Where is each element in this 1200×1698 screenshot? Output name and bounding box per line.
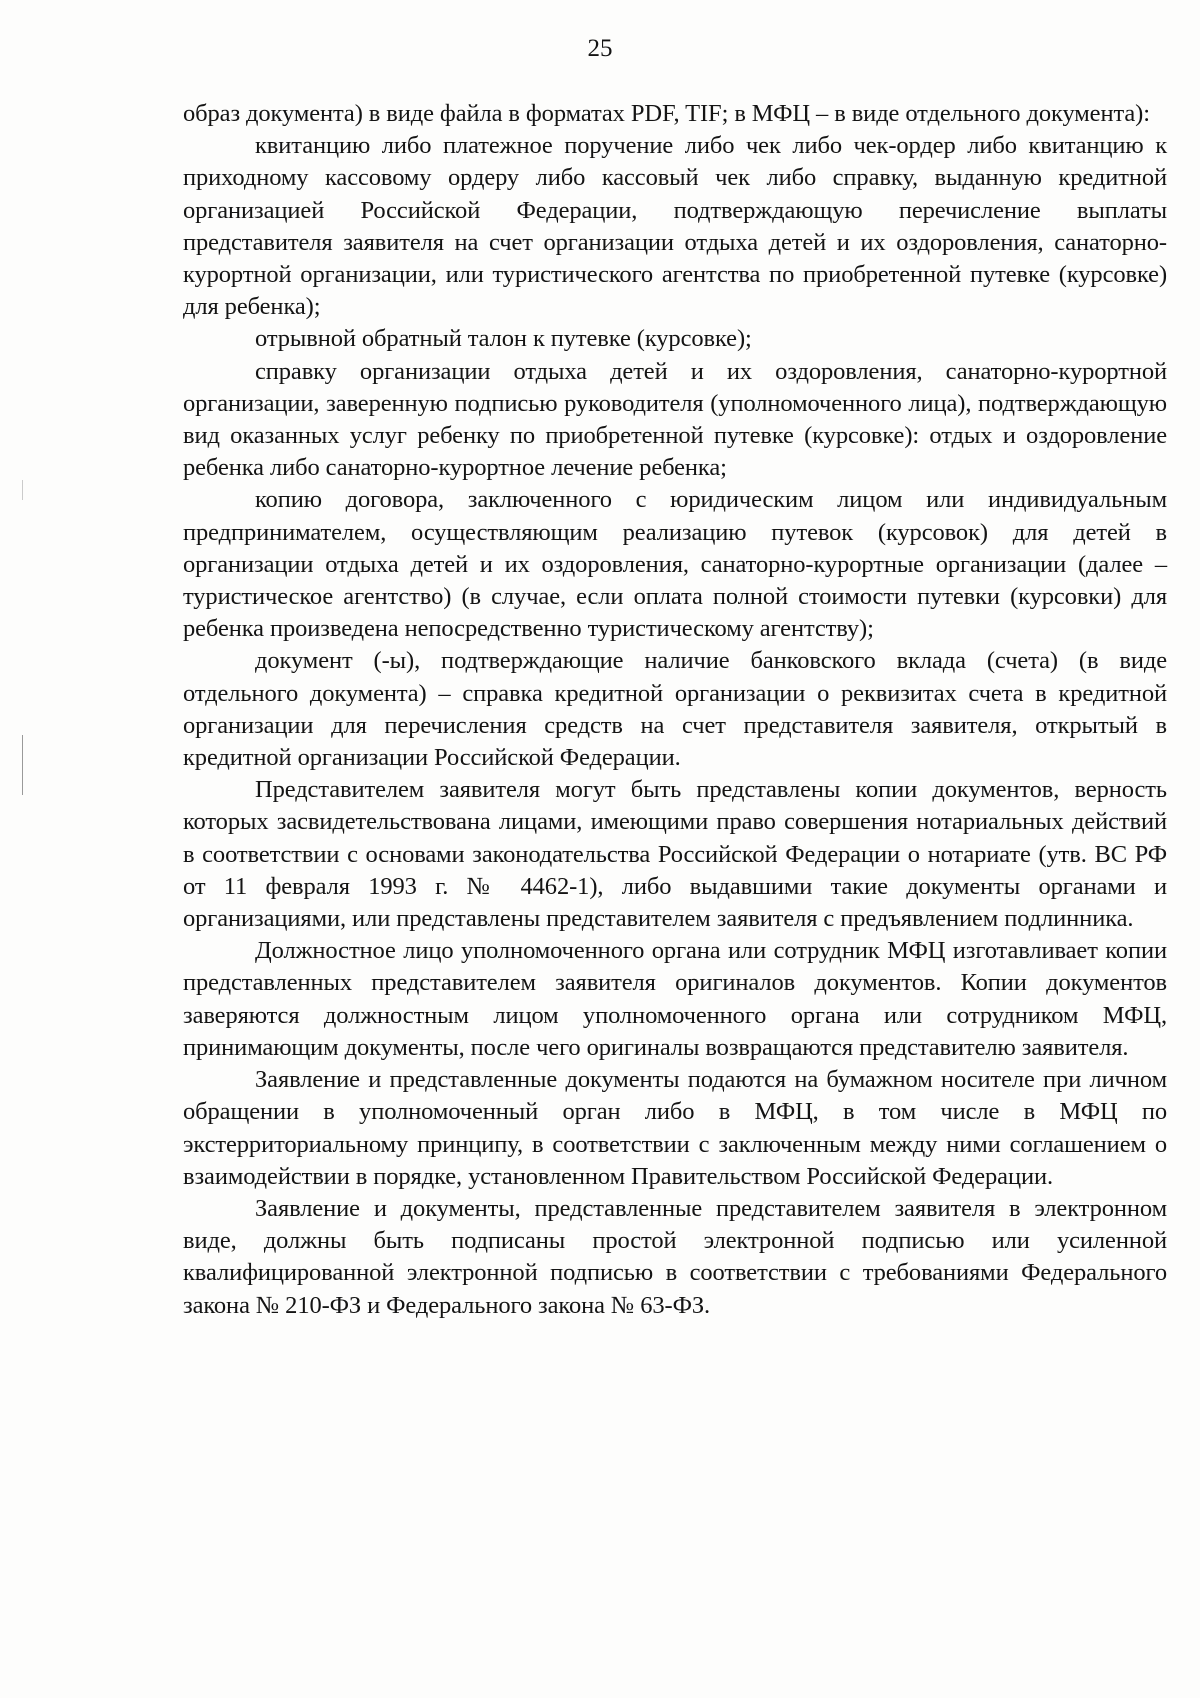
paragraph-receipt: квитанцию либо платежное поручение либо чек либо чек-ордер либо квитанцию к приходному кассовому ордеру либо кассовый чек либо справку, выданную кредитной организацией Российской Федерации, подтверждающую перечисление выплаты представителя заявителя на счет организации отдыха детей и их оздоровления, санаторно-курортной организации, или туристического агентства по приобретенной путевке (курсовке) для ребенка); [183,132,1167,321]
page-number: 25 [587,35,613,62]
paragraph-continuation: образ документа) в виде файла в форматах PDF, TIF; в МФЦ – в виде отдельного документа): [183,100,1150,127]
document-body [183,98,1167,1322]
paragraph-certificate: справку организации отдыха детей и их оздоровления, санаторно-курортной организации, заверенную подписью руководителя (уполномоченного лица), подтверждающую вид оказанных услуг ребенку по приобретенной путевке (курсовке): отдых и оздоровление ребенка либо санаторно-курортное лечение ребенка; [183,357,1167,482]
paragraph-bank-account: документ (-ы), подтверждающие наличие банковского вклада (счета) (в виде отдельного документа) – справка кредитной организации о реквизитах счета в кредитной организации для перечисления средств на счет представителя заявителя, открытый в кредитной организации Российской Федерации. [183,647,1167,772]
paragraph-electronic-signature: Заявление и документы, представленные представителем заявителя в электронном виде, должны быть подписаны простой электронной подписью или усиленной квалифицированной электронной подписью в соответствии с требованиями Федерального закона № 210-ФЗ и Федерального закона № 63-ФЗ. [183,1194,1167,1319]
paragraph-paper-submission: Заявление и представленные документы подаются на бумажном носителе при личном обращении в уполномоченный орган либо в МФЦ, в том числе в МФЦ по экстерриториальному принципу, в соответствии с заключенным между ними соглашением о взаимодействии в порядке, установленном Правительством Российской Федерации. [183,1066,1167,1190]
paragraph-coupon: отрывной обратный талон к путевке (курсовке); [255,325,752,353]
paragraph-copy-certification: Должностное лицо уполномоченного органа или сотрудник МФЦ изготавливает копии представленных представителем заявителя оригиналов документов. Копии документов заверяются должностным лицом уполномоченного органа или сотрудником МФЦ, принимающим документы, после чего оригиналы возвращаются представителю заявителя. [183,937,1167,1061]
scan-margin-mark [22,480,23,500]
paragraph-contract-copy: копию договора, заключенного с юридическим лицом или индивидуальным предпринимателем, осуществляющим реализацию путевок (курсовок) для детей в организации отдыха детей и их оздоровления, санаторно-курортные организации (далее – туристическое агентство) (в случае, если оплата полной стоимости путевки (курсовки) для ребенка произведена непосредственно туристическому агентству); [183,486,1167,643]
paragraph-document-copies: Представителем заявителя могут быть представлены копии документов, верность которых засвидетельствована лицами, имеющими право совершения нотариальных действий в соответствии с основами законодательства Российской Федерации о нотариате (утв. ВС РФ от 11 февраля 1993 г. № 4462-1), либо выдавшими такие документы органами и организациями, или представлены представителем заявителя с предъявлением подлинника. [183,776,1167,933]
scan-margin-mark [22,735,23,795]
